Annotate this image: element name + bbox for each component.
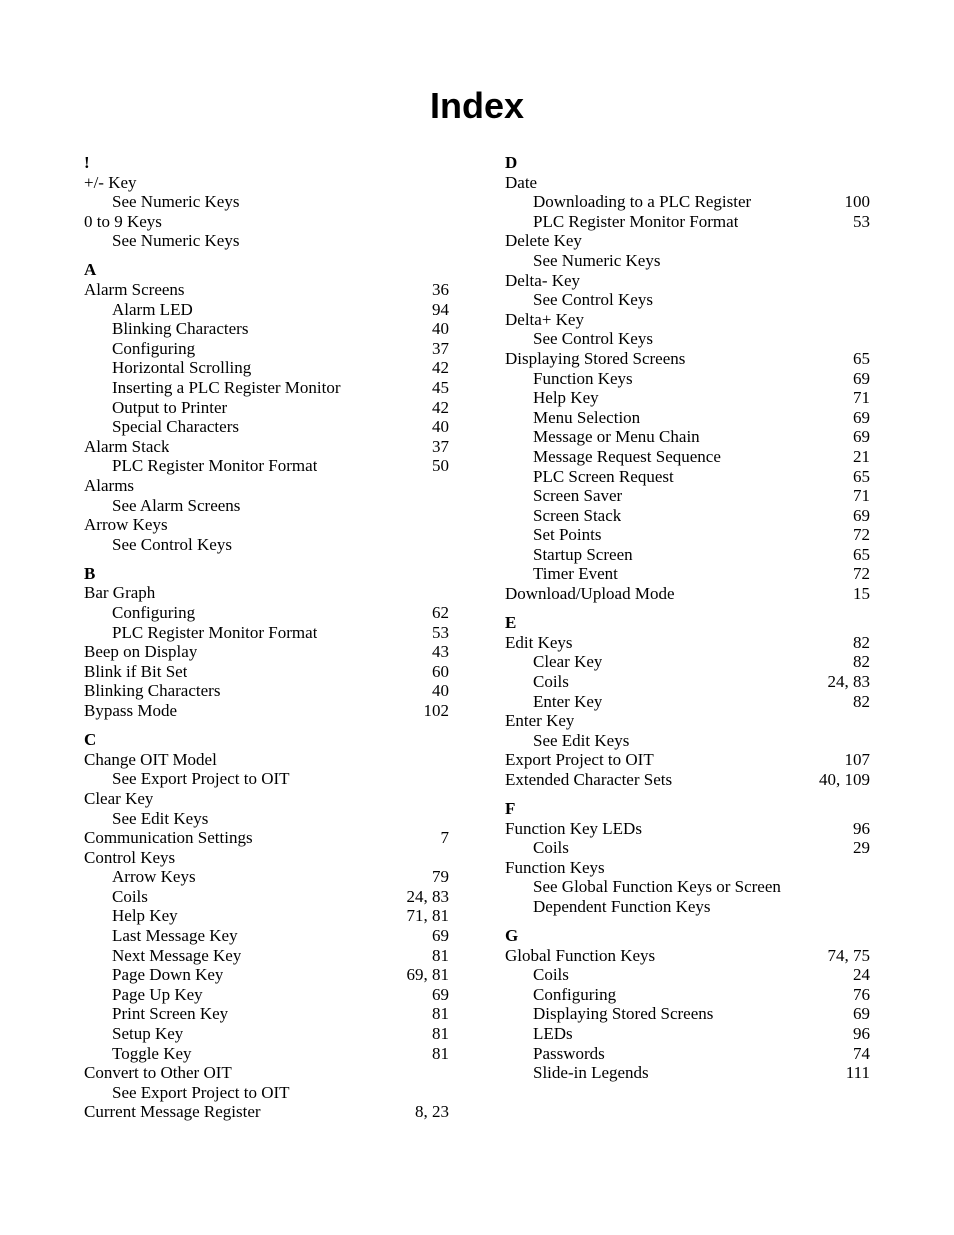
index-subentry	[84, 985, 449, 1005]
section-letter: C	[84, 730, 97, 750]
entry-term: Alarms	[84, 476, 135, 495]
entry-pages	[441, 1063, 449, 1083]
entry-term: Passwords	[533, 1043, 605, 1063]
index-subentry	[84, 1083, 449, 1103]
entry-pages	[441, 583, 449, 603]
index-subentry	[84, 339, 449, 359]
entry-term: Function Keys	[533, 368, 633, 388]
entry-term: Special Characters	[112, 417, 239, 437]
index-entry	[505, 770, 870, 790]
index-entry	[505, 231, 870, 251]
section-letter: D	[505, 153, 518, 172]
index-subentry	[84, 867, 449, 887]
index-entry	[84, 701, 449, 721]
index-subentry	[505, 525, 870, 545]
entry-term: Date	[505, 172, 538, 192]
entry-term: Clear Key	[84, 788, 154, 808]
entry-pages: 24, 83	[827, 671, 870, 691]
index-entry	[505, 633, 870, 653]
entry-term: Beep on Display	[84, 642, 198, 662]
index-subentry	[505, 467, 870, 487]
entry-term: Alarm Screens	[84, 280, 185, 300]
entry-term: Current Message Register	[84, 1102, 261, 1122]
index-subentry	[84, 887, 449, 907]
entry-pages	[862, 173, 870, 193]
entry-pages: 53	[853, 211, 870, 231]
entry-term: See Export Project to OIT	[112, 769, 290, 789]
index-entry	[505, 173, 870, 193]
entry-pages: 71	[853, 486, 870, 506]
entry-pages	[441, 809, 449, 829]
entry-pages: 96	[853, 818, 870, 838]
entry-term: Configuring	[112, 603, 196, 623]
index-subentry	[84, 456, 449, 476]
index-entry	[505, 750, 870, 770]
entry-term: Alarm LED	[112, 299, 193, 319]
entry-pages: 53	[432, 622, 449, 642]
entry-pages: 65	[853, 348, 870, 368]
entry-pages: 43	[432, 642, 449, 662]
entry-pages: 79	[432, 867, 449, 887]
index-section	[505, 799, 870, 917]
index-subentry	[505, 192, 870, 212]
entry-pages: 96	[853, 1024, 870, 1044]
entry-term: Extended Character Sets	[505, 769, 673, 789]
entry-pages: 60	[432, 661, 449, 681]
entry-term: Clear Key	[533, 652, 603, 672]
entry-term: Bypass Mode	[84, 701, 178, 721]
entry-term: Blinking Characters	[84, 681, 221, 701]
index-subentry	[505, 545, 870, 565]
index-subentry	[505, 369, 870, 389]
page-title: Index	[429, 85, 525, 126]
entry-pages: 37	[432, 436, 449, 456]
entry-term: Slide-in Legends	[533, 1063, 649, 1083]
entry-term: See Global Function Keys or Screen	[533, 877, 781, 897]
index-subentry	[505, 877, 870, 897]
index-subentry	[84, 769, 449, 789]
index-column-right	[505, 153, 870, 1092]
entry-pages: 29	[853, 838, 870, 858]
entry-term: +/- Key	[84, 172, 137, 192]
entry-pages: 24, 83	[406, 886, 449, 906]
entry-term: Displaying Stored Screens	[533, 1004, 714, 1024]
entry-term: Setup Key	[112, 1024, 184, 1044]
entry-pages: 65	[853, 544, 870, 564]
index-entry	[84, 642, 449, 662]
entry-term: Delete Key	[505, 231, 582, 251]
entry-term: Blink if Bit Set	[84, 661, 188, 681]
entry-pages	[862, 231, 870, 251]
index-entry	[84, 437, 449, 457]
entry-term: See Control Keys	[533, 329, 653, 349]
entry-pages: 40, 109	[819, 769, 870, 789]
entry-term: Delta+ Key	[505, 309, 584, 329]
index-entry	[84, 750, 449, 770]
entry-term: See Edit Keys	[533, 730, 630, 750]
index-entry	[84, 280, 449, 300]
entry-pages	[862, 310, 870, 330]
entry-term: Message Request Sequence	[533, 446, 721, 466]
entry-pages: 81	[432, 1024, 449, 1044]
entry-pages: 40	[432, 681, 449, 701]
entry-term: Enter Key	[533, 691, 603, 711]
index-subentry	[505, 486, 870, 506]
entry-pages: 8, 23	[415, 1102, 449, 1122]
section-letter: F	[505, 799, 516, 818]
entry-term: Arrow Keys	[112, 867, 196, 887]
index-entry	[84, 212, 449, 232]
entry-pages	[441, 192, 449, 212]
index-subentry	[84, 1044, 449, 1064]
index-entry	[505, 946, 870, 966]
index-entry	[505, 584, 870, 604]
entry-term: See Alarm Screens	[112, 495, 241, 515]
entry-term: Screen Saver	[533, 486, 623, 506]
index-subentry	[505, 447, 870, 467]
index-subentry	[84, 946, 449, 966]
entry-term: Download/Upload Mode	[505, 584, 675, 604]
entry-pages	[441, 535, 449, 555]
entry-term: Set Points	[533, 525, 602, 545]
entry-term: Horizontal Scrolling	[112, 358, 252, 378]
entry-pages: 76	[853, 984, 870, 1004]
entry-term: See Numeric Keys	[112, 192, 240, 212]
index-subentry	[505, 897, 870, 917]
entry-term: Function Keys	[505, 857, 605, 877]
index-entry	[505, 271, 870, 291]
index-entry	[84, 789, 449, 809]
entry-pages	[441, 769, 449, 789]
entry-term: PLC Register Monitor Format	[112, 622, 318, 642]
entry-pages	[441, 515, 449, 535]
entry-term: Convert to Other OIT	[84, 1063, 232, 1083]
entry-pages: 82	[853, 652, 870, 672]
entry-pages	[441, 848, 449, 868]
index-subentry	[84, 417, 449, 437]
entry-pages: 100	[844, 192, 870, 212]
entry-pages: 81	[432, 1004, 449, 1024]
entry-term: See Edit Keys	[112, 808, 209, 828]
index-entry	[84, 828, 449, 848]
entry-term: Inserting a PLC Register Monitor	[112, 378, 341, 398]
entry-pages: 69	[853, 407, 870, 427]
index-subentry	[84, 965, 449, 985]
entry-pages: 69, 81	[406, 965, 449, 985]
entry-term: Message or Menu Chain	[533, 427, 700, 447]
index-entry	[84, 1102, 449, 1122]
index-section	[84, 564, 449, 721]
entry-pages: 37	[432, 338, 449, 358]
entry-term: Print Screen Key	[112, 1004, 229, 1024]
index-subentry	[84, 535, 449, 555]
entry-pages: 36	[432, 280, 449, 300]
index-subentry	[84, 1024, 449, 1044]
section-letter: B	[84, 563, 96, 583]
entry-pages: 15	[853, 584, 870, 604]
index-subentry	[505, 388, 870, 408]
entry-pages: 72	[853, 525, 870, 545]
section-letter: !	[84, 153, 90, 172]
index-subentry	[84, 231, 449, 251]
entry-pages: 102	[423, 701, 449, 721]
entry-pages: 72	[853, 564, 870, 584]
entry-pages	[441, 1083, 449, 1103]
entry-term: Export Project to OIT	[505, 750, 654, 770]
index-entry	[84, 173, 449, 193]
index-entry	[505, 819, 870, 839]
section-letter: E	[505, 613, 517, 633]
entry-term: PLC Register Monitor Format	[112, 456, 318, 476]
entry-pages: 81	[432, 1043, 449, 1063]
entry-term: Startup Screen	[533, 544, 633, 564]
index-subentry	[505, 692, 870, 712]
entry-pages: 69	[432, 984, 449, 1004]
entry-pages: 69	[853, 427, 870, 447]
entry-term: Coils	[533, 965, 569, 985]
entry-pages	[441, 212, 449, 232]
entry-pages: 69	[432, 926, 449, 946]
entry-term: Coils	[533, 838, 569, 858]
index-entry	[84, 515, 449, 535]
entry-pages: 21	[853, 446, 870, 466]
entry-pages: 69	[853, 368, 870, 388]
index-subentry	[84, 192, 449, 212]
entry-pages: 74	[853, 1043, 870, 1063]
entry-pages: 74, 75	[827, 945, 870, 965]
entry-pages	[862, 897, 870, 917]
entry-pages: 71	[853, 388, 870, 408]
section-letter: G	[505, 926, 519, 946]
index-column-left	[84, 153, 449, 1132]
entry-pages	[862, 329, 870, 349]
entry-pages: 42	[432, 397, 449, 417]
entry-pages: 7	[440, 828, 449, 848]
entry-term: Toggle Key	[112, 1043, 192, 1063]
entry-term: Function Key LEDs	[505, 818, 642, 838]
index-subentry	[84, 623, 449, 643]
entry-pages: 40	[432, 319, 449, 339]
index-subentry	[84, 906, 449, 926]
index-entry	[84, 662, 449, 682]
index-subentry	[505, 506, 870, 526]
index-entry	[84, 583, 449, 603]
entry-pages	[441, 476, 449, 496]
entry-term: Global Function Keys	[505, 945, 656, 965]
entry-pages	[862, 858, 870, 878]
entry-pages: 65	[853, 466, 870, 486]
entry-term: PLC Screen Request	[533, 466, 674, 486]
index-entry	[84, 848, 449, 868]
entry-pages	[862, 711, 870, 731]
index-subentry	[505, 838, 870, 858]
entry-pages: 71, 81	[406, 906, 449, 926]
entry-term: Last Message Key	[112, 926, 238, 946]
entry-term: Arrow Keys	[84, 515, 168, 535]
entry-pages	[862, 877, 870, 897]
entry-term: PLC Register Monitor Format	[533, 211, 739, 231]
entry-term: Page Down Key	[112, 965, 224, 985]
index-subentry	[505, 652, 870, 672]
index-subentry	[505, 965, 870, 985]
index-subentry	[84, 319, 449, 339]
entry-pages: 69	[853, 1004, 870, 1024]
entry-term: Alarm Stack	[84, 436, 170, 456]
entry-pages	[441, 231, 449, 251]
entry-term: Help Key	[533, 388, 599, 408]
index-subentry	[84, 809, 449, 829]
entry-term: Configuring	[112, 338, 196, 358]
entry-term: See Control Keys	[533, 290, 653, 310]
entry-term: See Export Project to OIT	[112, 1082, 290, 1102]
entry-term: Menu Selection	[533, 407, 641, 427]
entry-term: Configuring	[533, 984, 617, 1004]
entry-pages: 94	[432, 299, 449, 319]
index-entry	[84, 1063, 449, 1083]
index-subentry	[505, 408, 870, 428]
index-section	[84, 260, 449, 554]
entry-pages	[862, 731, 870, 751]
entry-term: Page Up Key	[112, 984, 203, 1004]
entry-pages: 42	[432, 358, 449, 378]
entry-term: Edit Keys	[505, 632, 573, 652]
index-subentry	[505, 290, 870, 310]
index-subentry	[84, 603, 449, 623]
entry-pages	[441, 789, 449, 809]
entry-pages	[441, 496, 449, 516]
entry-term: Help Key	[112, 906, 178, 926]
index-subentry	[505, 985, 870, 1005]
entry-term: Coils	[533, 671, 569, 691]
entry-pages: 50	[432, 456, 449, 476]
entry-term: Screen Stack	[533, 505, 622, 525]
entry-term: Delta- Key	[505, 270, 581, 290]
index-subentry	[84, 358, 449, 378]
entry-pages: 107	[844, 750, 870, 770]
entry-pages: 81	[432, 945, 449, 965]
entry-term: Communication Settings	[84, 828, 253, 848]
entry-pages: 82	[853, 691, 870, 711]
entry-term: Coils	[112, 886, 148, 906]
index-subentry	[505, 1063, 870, 1083]
entry-term: Change OIT Model	[84, 749, 217, 769]
entry-term: Blinking Characters	[112, 319, 249, 339]
entry-pages: 69	[853, 505, 870, 525]
index-entry	[505, 858, 870, 878]
index-subentry	[84, 378, 449, 398]
index-subentry	[84, 1004, 449, 1024]
index-subentry	[84, 300, 449, 320]
index-subentry	[84, 926, 449, 946]
entry-term: LEDs	[533, 1024, 573, 1044]
index-subentry	[505, 731, 870, 751]
entry-pages: 62	[432, 603, 449, 623]
entry-term: See Numeric Keys	[533, 250, 661, 270]
entry-pages: 24	[853, 965, 870, 985]
index-subentry	[505, 1004, 870, 1024]
entry-term: Next Message Key	[112, 945, 242, 965]
index-subentry	[505, 251, 870, 271]
entry-pages	[862, 290, 870, 310]
entry-pages: 111	[845, 1063, 870, 1083]
index-section	[505, 153, 870, 604]
index-subentry	[505, 1044, 870, 1064]
index-entry	[84, 681, 449, 701]
entry-term: Timer Event	[533, 564, 618, 584]
entry-term: See Numeric Keys	[112, 231, 240, 251]
index-subentry	[505, 1024, 870, 1044]
section-letter: A	[84, 260, 97, 280]
index-entry	[84, 476, 449, 496]
entry-term: Displaying Stored Screens	[505, 348, 686, 368]
index-section	[505, 926, 870, 1083]
entry-pages	[441, 173, 449, 193]
index-entry	[505, 349, 870, 369]
index-subentry	[505, 672, 870, 692]
index-subentry	[505, 564, 870, 584]
index-subentry	[505, 329, 870, 349]
index-subentry	[505, 427, 870, 447]
entry-term: Bar Graph	[84, 583, 156, 603]
index-subentry	[505, 212, 870, 232]
index-subentry	[84, 398, 449, 418]
entry-term: Enter Key	[505, 711, 575, 731]
entry-pages	[862, 251, 870, 271]
entry-term: Dependent Function Keys	[533, 896, 711, 916]
entry-pages: 82	[853, 632, 870, 652]
entry-pages	[862, 271, 870, 291]
index-subentry	[84, 496, 449, 516]
entry-pages: 45	[432, 378, 449, 398]
index-section	[84, 730, 449, 1122]
entry-term: Downloading to a PLC Register	[533, 192, 752, 212]
entry-term: Control Keys	[84, 847, 176, 867]
entry-term: See Control Keys	[112, 534, 232, 554]
index-section	[505, 613, 870, 789]
entry-term: 0 to 9 Keys	[84, 211, 162, 231]
index-section	[84, 153, 449, 251]
entry-term: Output to Printer	[112, 397, 228, 417]
entry-pages	[441, 750, 449, 770]
index-entry	[505, 310, 870, 330]
entry-pages: 40	[432, 417, 449, 437]
index-entry	[505, 711, 870, 731]
